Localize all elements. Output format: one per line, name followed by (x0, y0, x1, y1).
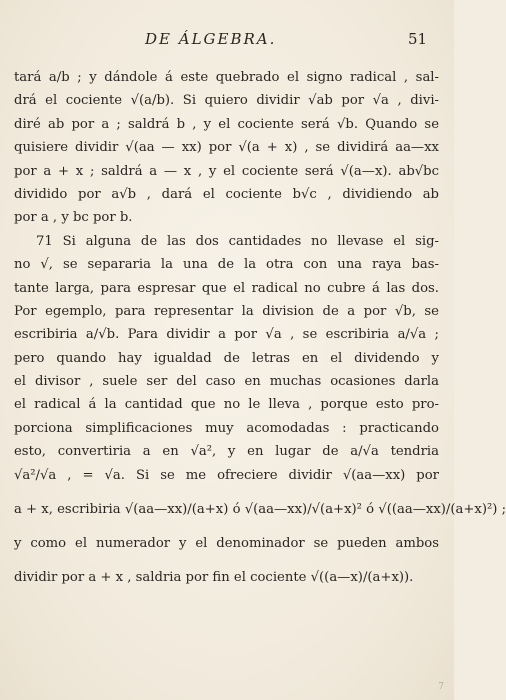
text-line: quisiere dividir √(aa — xx) por √(a + x) , se dividirá aa—xx (14, 140, 439, 156)
text-line: por a , y bc por b. (14, 210, 133, 226)
text-line: escribiria a/√b. Para dividir a por √a , se escribiria a/√a ; (14, 327, 439, 343)
text-line: pero quando hay igualdad de letras en el dividendo y (14, 350, 439, 366)
formula-line: a + x, escribiria √(aa—xx)/(a+x) ó √(aa—xx)/√(a+x)² ó √((aa—xx)/(a+x)²) ; (14, 502, 506, 518)
footer-mark: 7 (438, 682, 444, 692)
text-line: drá el cociente √(a/b). Si quiero dividir √ab por √a , divi- (14, 93, 439, 109)
text-line: Por egemplo, para representar la division de a por √b, se (14, 303, 439, 319)
text-line: √a²/√a , = √a. Si se me ofreciere dividir √(aa—xx) por (14, 467, 439, 483)
text-line: el radical á la cantidad que no le lleva , porque esto pro- (14, 397, 439, 413)
page-number: 51 (408, 30, 428, 48)
text-line: y como el numerador y el denominador se pueden ambos (14, 536, 439, 552)
paragraph-first-line: 71 Si alguna de las dos cantidades no llevase el sig- (36, 233, 439, 249)
text-line: esto, convertiria a en √a², y en lugar de a/√a tendria (14, 444, 439, 460)
page-body (14, 66, 506, 600)
text-line: tante larga, para espresar que el radical no cubre á las dos. (14, 280, 439, 296)
text-line: dividido por a√b , dará el cociente b√c , dividiendo ab (14, 186, 439, 202)
running-title: DE ÁLGEBRA. (145, 30, 277, 48)
text-line: tará a/b ; y dándole á este quebrado el signo radical , sal- (14, 70, 439, 85)
formula-line: dividir por a + x , saldria por fin el cociente √((a—x)/(a+x)). (14, 570, 414, 586)
text-line: porciona simplificaciones muy acomodadas : practicando (14, 420, 439, 436)
text-line: no √, se separaria la una de la otra con una raya bas- (14, 257, 439, 273)
text-line: el divisor , suele ser del caso en muchas ocasiones darla (14, 374, 439, 390)
text-line: diré ab por a ; saldrá b , y el cociente será √b. Quando se (14, 116, 439, 132)
text-line: por a + x ; saldrá a — x , y el cociente será √(a—x). ab√bc (14, 163, 439, 179)
